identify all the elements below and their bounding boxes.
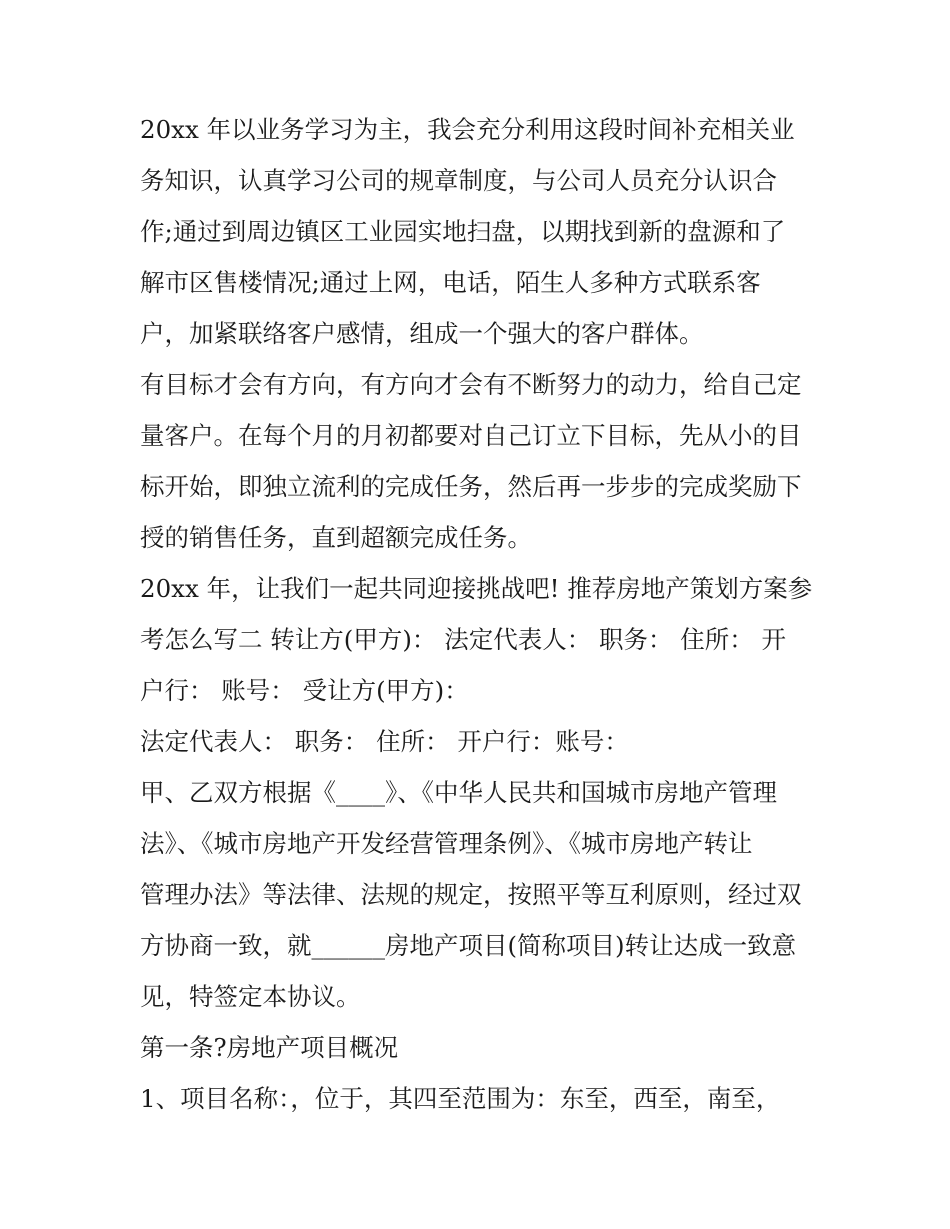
text-line: 管理办法》等法律、法规的规定，按照平等互利原则，经过双 <box>140 880 802 909</box>
text-line: 1、项目名称：，位于，其四至范围为：东至，西至，南至， <box>140 1084 781 1113</box>
text-line: 作;通过到周边镇区工业园实地扫盘，以期找到新的盘源和了 <box>140 217 786 246</box>
text-line: 有目标才会有方向，有方向才会有不断努力的动力，给自己定 <box>140 370 802 399</box>
section-heading: 第一条?房地产项目概况 <box>140 1033 399 1062</box>
text-line: 务知识，认真学习公司的规章制度，与公司人员充分认识合 <box>140 166 777 195</box>
text-line: 见，特签定本协议。 <box>140 982 361 1011</box>
text-line: 解市区售楼情况;通过上网，电话，陌生人多种方式联系客 <box>140 268 761 297</box>
text-line: 户行： 账号： 受让方(甲方)： <box>140 676 469 705</box>
text-line: 甲、乙双方根据《____》、《中华人民共和国城市房地产管理 <box>140 778 777 807</box>
text-line: 方协商一致，就______房地产项目(简称项目)转让达成一致意 <box>140 931 797 960</box>
text-line: 法定代表人： 职务： 住所： 开户行：账号： <box>140 727 629 756</box>
text-line: 授的销售任务，直到超额完成任务。 <box>140 523 532 552</box>
text-line: 考怎么写二 转让方(甲方)： 法定代表人： 职务： 住所： 开 <box>140 625 787 654</box>
text-line: 法》、《城市房地产开发经营管理条例》、《城市房地产转让 <box>140 829 753 858</box>
text-line: 20xx 年，让我们一起共同迎接挑战吧! 推荐房地产策划方案参 <box>140 574 813 603</box>
text-line: 20xx 年以业务学习为主，我会充分利用这段时间补充相关业 <box>140 115 795 144</box>
text-line: 标开始，即独立流利的完成任务，然后再一步步的完成奖励下 <box>140 472 802 501</box>
text-line: 户，加紧联络客户感情，组成一个强大的客户群体。 <box>140 319 704 348</box>
text-line: 量客户。在每个月的月初都要对自己订立下目标，先从小的目 <box>140 421 802 450</box>
